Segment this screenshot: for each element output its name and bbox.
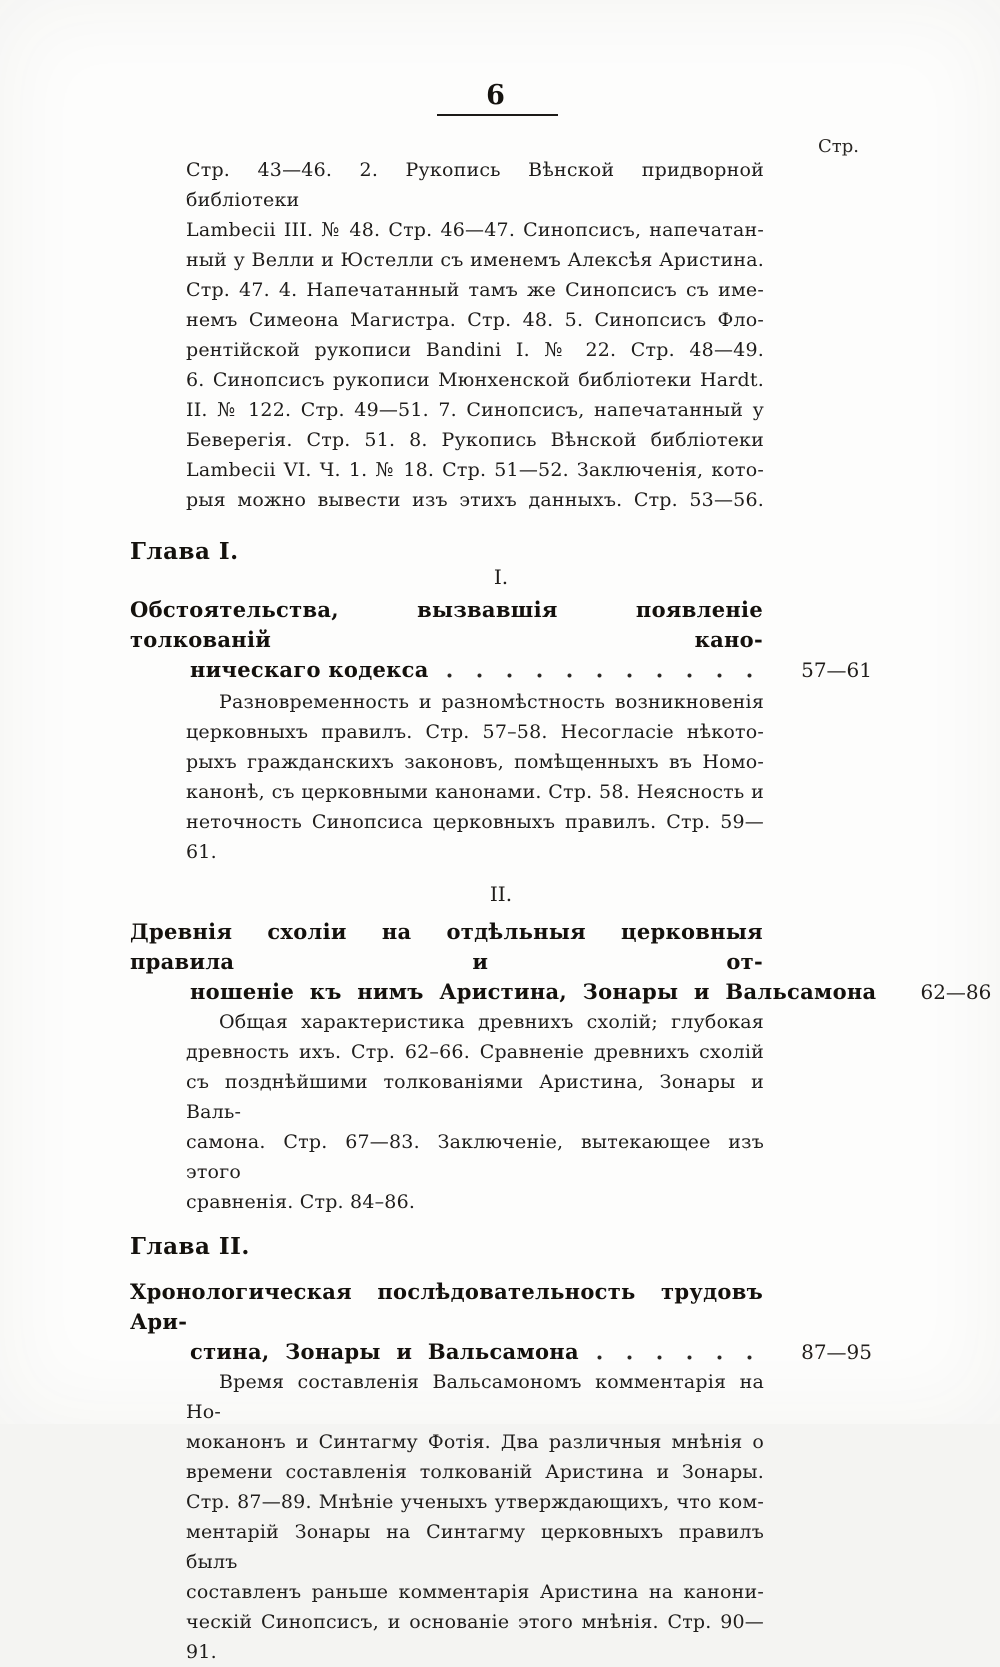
section-2-title-row [190, 977, 872, 1007]
section-3-title-line1: Хронологическая послѣдовательность трудовъ Ари- [130, 1277, 763, 1337]
chapter-2-heading: Глава II. [130, 1233, 872, 1261]
toc-text-line: церковныхъ правилъ. Стр. 57–58. Несогласіе нѣкото- [186, 717, 764, 747]
toc-text-line: древность ихъ. Стр. 62–66. Сравненіе древнихъ схолій [186, 1037, 764, 1067]
dot-leader [447, 673, 775, 678]
toc-text-line: Стр. 47. 4. Напечатанный тамъ же Синопсисъ съ име- [186, 275, 764, 305]
toc-text-line: неточность Синопсиса церковныхъ правилъ. Стр. 59—61. [186, 807, 764, 867]
section-1-page-range: 57—61 [801, 655, 872, 685]
toc-text-line: 6. Синопсисъ рукописи Мюнхенской библіотеки Hardt. [186, 365, 764, 395]
toc-text-line: рыя можно вывести изъ этихъ данныхъ. Стр. 53—56. [186, 485, 764, 515]
toc-text-line: Lambecii VI. Ч. 1. № 18. Стр. 51—52. Заключенія, кото- [186, 455, 764, 485]
section-2-summary [186, 1007, 764, 1217]
section-1-title-line2: ническаго кодекса [190, 655, 429, 685]
intro-paragraph [186, 155, 764, 515]
toc-text-line: составленъ раньше комментарія Аристина на канони- [186, 1577, 764, 1607]
section-1-numeral: I. [130, 564, 872, 590]
toc-text-line: Стр. 43—46. 2. Рукопись Вѣнской придворной библіотеки [186, 155, 764, 215]
section-2-numeral: II. [130, 881, 872, 907]
toc-text-line: Время составленія Вальсамономъ комментарія на Но- [186, 1367, 764, 1427]
toc-text-line: времени составленія толкованій Аристина и Зонары. [186, 1457, 764, 1487]
section-3-page-range: 87—95 [801, 1337, 872, 1367]
toc-text-line: моканонъ и Синтагму Фотія. Два различныя мнѣнія о [186, 1427, 764, 1457]
toc-text-line: ческій Синопсисъ, и основаніе этого мнѣнія. Стр. 90—91. [186, 1607, 764, 1667]
section-3-title-line2: стина, Зонары и Вальсамона [190, 1337, 579, 1367]
section-1-summary [186, 687, 764, 867]
toc-text-line: Разновременность и разномѣстность возникновенія [186, 687, 764, 717]
chapter-1-heading: Глава I. [130, 538, 872, 566]
toc-text-line: Общая характеристика древнихъ схолій; глубокая [186, 1007, 764, 1037]
toc-text-line: ный у Велли и Юстелли съ именемъ Алексѣя Аристина. [186, 245, 764, 275]
page-number-rule [437, 114, 558, 116]
toc-text-line: ментарій Зонары на Синтагму церковныхъ правилъ былъ [186, 1517, 764, 1577]
toc-text-line: съ позднѣйшими толкованіями Аристина, Зонары и Валь- [186, 1067, 764, 1127]
page-number-wrap [0, 80, 992, 111]
toc-text-line: канонѣ, съ церковными канонами. Стр. 58. Неясность и [186, 777, 764, 807]
toc-text-line: Lambecii III. № 48. Стр. 46—47. Синопсисъ, напечатан- [186, 215, 764, 245]
section-3-summary [186, 1367, 764, 1667]
toc-text-line: немъ Симеона Магистра. Стр. 48. 5. Синопсисъ Фло- [186, 305, 764, 335]
toc-text-line: самона. Стр. 67—83. Заключеніе, вытекающее изъ этого [186, 1127, 764, 1187]
toc-text-line: рентійской рукописи Bandini I. № 22. Стр. 48—49. [186, 335, 764, 365]
section-2-title-line2: ношеніе къ нимъ Аристина, Зонары и Вальсамона [190, 977, 876, 1007]
section-3-title-row [190, 1337, 872, 1367]
page-number: 6 [486, 80, 506, 111]
pages-column-header: Стр. [818, 136, 859, 157]
toc-text-line: сравненія. Стр. 84–86. [186, 1187, 764, 1217]
section-1-title-line1: Обстоятельства, вызвавшія появленіе толкованій кано- [130, 595, 763, 655]
section-2-page-range: 62—86 [920, 977, 984, 1007]
toc-text-line: II. № 122. Стр. 49—51. 7. Синопсисъ, напечатанный у [186, 395, 764, 425]
toc-text-line: рыхъ гражданскихъ законовъ, помѣщенныхъ въ Номо- [186, 747, 764, 777]
section-1-title-row [190, 655, 872, 685]
toc-text-line: Беверегія. Стр. 51. 8. Рукопись Вѣнской библіотеки [186, 425, 764, 455]
table-of-contents [130, 155, 872, 1667]
dot-leader [597, 1355, 775, 1360]
section-2-title-line1: Древнія схоліи на отдѣльныя церковныя правила и от- [130, 917, 763, 977]
toc-text-line: Стр. 87—89. Мнѣніе ученыхъ утверждающихъ, что ком- [186, 1487, 764, 1517]
